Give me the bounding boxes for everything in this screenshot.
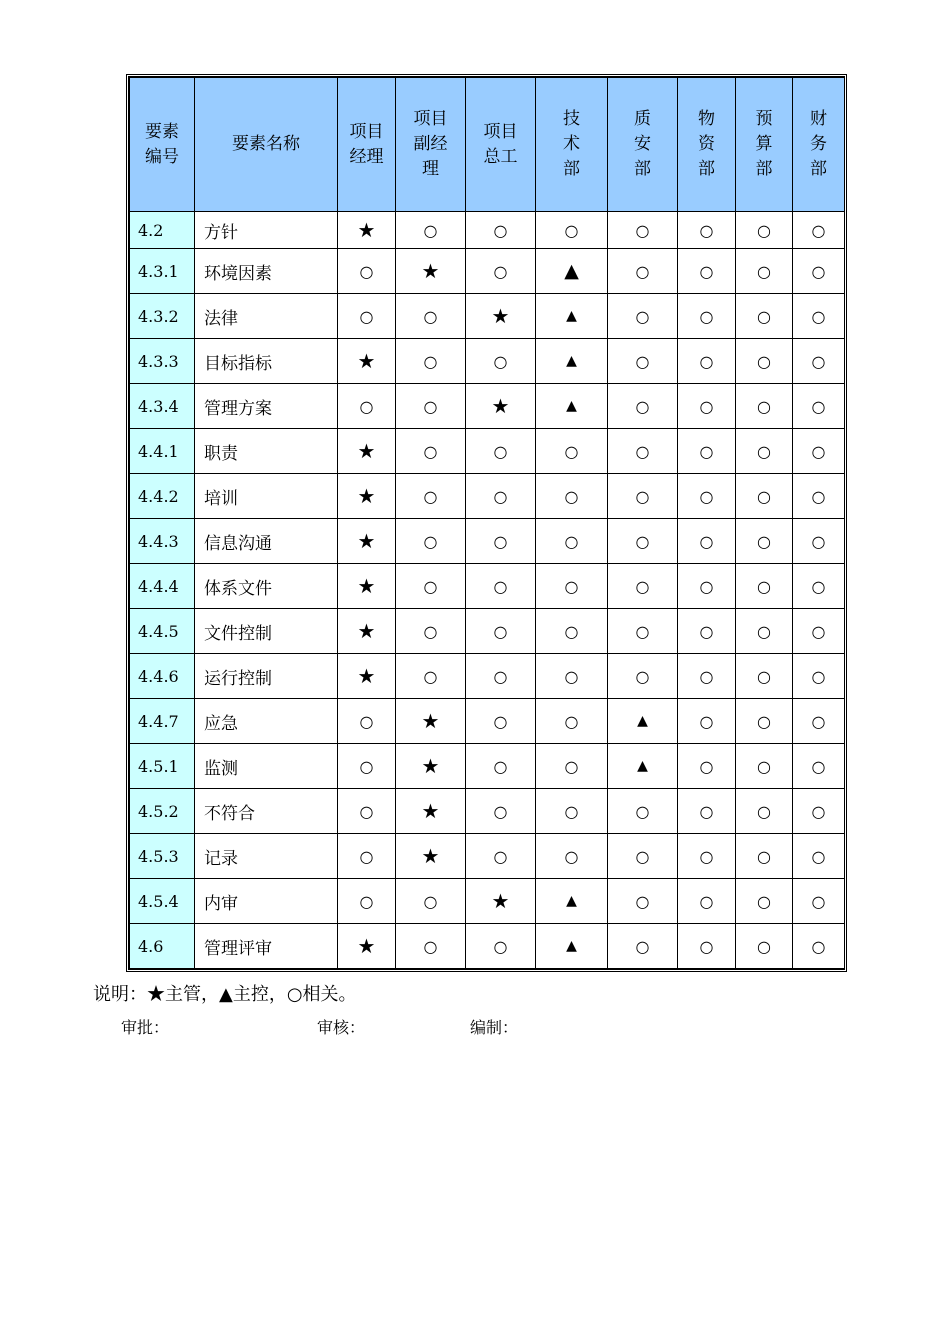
related-circle-mark: ○ bbox=[736, 384, 793, 429]
related-circle-mark: ○ bbox=[736, 564, 793, 609]
element-name-cell: 监测 bbox=[195, 744, 338, 789]
related-circle-mark: ○ bbox=[678, 654, 736, 699]
table-row bbox=[130, 474, 845, 519]
control-triangle-mark: ▲ bbox=[536, 249, 608, 294]
related-circle-mark: ○ bbox=[793, 789, 845, 834]
lead-star-mark: ★ bbox=[338, 474, 396, 519]
related-circle-mark: ○ bbox=[678, 249, 736, 294]
element-code-cell: 4.4.1 bbox=[130, 429, 195, 474]
related-circle-mark: ○ bbox=[466, 924, 536, 969]
related-circle-mark: ○ bbox=[466, 564, 536, 609]
lead-star-mark: ★ bbox=[338, 654, 396, 699]
related-circle-mark: ○ bbox=[736, 294, 793, 339]
related-circle-mark: ○ bbox=[793, 429, 845, 474]
related-circle-mark: ○ bbox=[536, 609, 608, 654]
table-header-row bbox=[130, 78, 845, 212]
lead-star-mark: ★ bbox=[466, 384, 536, 429]
related-circle-mark: ○ bbox=[608, 879, 678, 924]
lead-star-mark: ★ bbox=[338, 924, 396, 969]
control-triangle-mark: ▲ bbox=[608, 699, 678, 744]
related-circle-mark: ○ bbox=[678, 384, 736, 429]
related-circle-mark: ○ bbox=[536, 789, 608, 834]
table-row bbox=[130, 384, 845, 429]
related-circle-mark: ○ bbox=[466, 744, 536, 789]
related-circle-mark: ○ bbox=[793, 834, 845, 879]
related-circle-mark: ○ bbox=[678, 879, 736, 924]
related-circle-mark: ○ bbox=[396, 339, 466, 384]
element-code-cell: 4.5.4 bbox=[130, 879, 195, 924]
related-circle-mark: ○ bbox=[338, 294, 396, 339]
element-name-cell: 内审 bbox=[195, 879, 338, 924]
related-circle-mark: ○ bbox=[736, 924, 793, 969]
related-circle-mark: ○ bbox=[736, 789, 793, 834]
lead-star-mark: ★ bbox=[338, 339, 396, 384]
column-header-label: 项目副经理 bbox=[413, 109, 448, 179]
element-code-cell: 4.4.5 bbox=[130, 609, 195, 654]
related-circle-mark: ○ bbox=[466, 474, 536, 519]
lead-star-mark: ★ bbox=[338, 609, 396, 654]
element-code-cell: 4.3.1 bbox=[130, 249, 195, 294]
related-circle-mark: ○ bbox=[536, 212, 608, 249]
legend-note: 说明：★主管，▲主控，○相关。 bbox=[93, 984, 357, 1005]
related-circle-mark: ○ bbox=[536, 429, 608, 474]
related-circle-mark: ○ bbox=[608, 249, 678, 294]
element-name-cell: 职责 bbox=[195, 429, 338, 474]
control-triangle-mark: ▲ bbox=[536, 339, 608, 384]
related-circle-mark: ○ bbox=[736, 474, 793, 519]
element-code-cell: 4.3.4 bbox=[130, 384, 195, 429]
related-circle-mark: ○ bbox=[793, 699, 845, 744]
related-circle-mark: ○ bbox=[678, 744, 736, 789]
related-circle-mark: ○ bbox=[396, 924, 466, 969]
related-circle-mark: ○ bbox=[608, 339, 678, 384]
column-header bbox=[736, 78, 793, 212]
related-circle-mark: ○ bbox=[793, 384, 845, 429]
control-triangle-mark: ▲ bbox=[536, 384, 608, 429]
lead-star-mark: ★ bbox=[396, 249, 466, 294]
column-header-label: 质安部 bbox=[634, 109, 651, 179]
element-name-cell: 运行控制 bbox=[195, 654, 338, 699]
column-header-label: 项目总工 bbox=[483, 121, 518, 167]
compile-label: 编制： bbox=[470, 1018, 519, 1037]
element-code-cell: 4.5.3 bbox=[130, 834, 195, 879]
related-circle-mark: ○ bbox=[678, 924, 736, 969]
element-code-cell: 4.4.7 bbox=[130, 699, 195, 744]
element-name-cell: 信息沟通 bbox=[195, 519, 338, 564]
column-header-label: 项目经理 bbox=[349, 121, 384, 167]
related-circle-mark: ○ bbox=[736, 744, 793, 789]
related-circle-mark: ○ bbox=[608, 924, 678, 969]
related-circle-mark: ○ bbox=[608, 834, 678, 879]
table-row bbox=[130, 789, 845, 834]
element-code-cell: 4.6 bbox=[130, 924, 195, 969]
related-circle-mark: ○ bbox=[793, 564, 845, 609]
related-circle-mark: ○ bbox=[608, 212, 678, 249]
related-circle-mark: ○ bbox=[793, 519, 845, 564]
element-name-cell: 体系文件 bbox=[195, 564, 338, 609]
related-circle-mark: ○ bbox=[793, 609, 845, 654]
table-row bbox=[130, 519, 845, 564]
table-row bbox=[130, 249, 845, 294]
related-circle-mark: ○ bbox=[608, 519, 678, 564]
related-circle-mark: ○ bbox=[736, 699, 793, 744]
related-circle-mark: ○ bbox=[338, 384, 396, 429]
element-name-cell: 管理方案 bbox=[195, 384, 338, 429]
column-header bbox=[195, 78, 338, 212]
element-name-cell: 环境因素 bbox=[195, 249, 338, 294]
related-circle-mark: ○ bbox=[608, 609, 678, 654]
related-circle-mark: ○ bbox=[608, 294, 678, 339]
related-circle-mark: ○ bbox=[678, 789, 736, 834]
related-circle-mark: ○ bbox=[678, 294, 736, 339]
element-name-cell: 记录 bbox=[195, 834, 338, 879]
related-circle-mark: ○ bbox=[338, 699, 396, 744]
related-circle-mark: ○ bbox=[608, 789, 678, 834]
element-code-cell: 4.5.2 bbox=[130, 789, 195, 834]
related-circle-mark: ○ bbox=[608, 429, 678, 474]
table-body bbox=[130, 212, 845, 969]
element-name-cell: 培训 bbox=[195, 474, 338, 519]
column-header-label: 技术部 bbox=[563, 109, 580, 179]
related-circle-mark: ○ bbox=[678, 429, 736, 474]
related-circle-mark: ○ bbox=[466, 249, 536, 294]
related-circle-mark: ○ bbox=[536, 699, 608, 744]
related-circle-mark: ○ bbox=[466, 654, 536, 699]
table-row bbox=[130, 609, 845, 654]
element-name-cell: 不符合 bbox=[195, 789, 338, 834]
related-circle-mark: ○ bbox=[466, 519, 536, 564]
column-header-label: 物资部 bbox=[698, 109, 715, 179]
lead-star-mark: ★ bbox=[338, 212, 396, 249]
element-code-cell: 4.5.1 bbox=[130, 744, 195, 789]
related-circle-mark: ○ bbox=[608, 384, 678, 429]
related-circle-mark: ○ bbox=[536, 654, 608, 699]
column-header-label: 财务部 bbox=[810, 109, 827, 179]
related-circle-mark: ○ bbox=[466, 834, 536, 879]
lead-star-mark: ★ bbox=[338, 519, 396, 564]
related-circle-mark: ○ bbox=[736, 654, 793, 699]
related-circle-mark: ○ bbox=[338, 249, 396, 294]
approve-label: 审批： bbox=[121, 1018, 170, 1037]
related-circle-mark: ○ bbox=[793, 654, 845, 699]
element-code-cell: 4.2 bbox=[130, 212, 195, 249]
related-circle-mark: ○ bbox=[678, 519, 736, 564]
related-circle-mark: ○ bbox=[793, 294, 845, 339]
related-circle-mark: ○ bbox=[678, 339, 736, 384]
related-circle-mark: ○ bbox=[678, 609, 736, 654]
element-name-cell: 法律 bbox=[195, 294, 338, 339]
related-circle-mark: ○ bbox=[793, 339, 845, 384]
related-circle-mark: ○ bbox=[536, 519, 608, 564]
related-circle-mark: ○ bbox=[678, 474, 736, 519]
lead-star-mark: ★ bbox=[466, 879, 536, 924]
related-circle-mark: ○ bbox=[793, 924, 845, 969]
related-circle-mark: ○ bbox=[793, 474, 845, 519]
table-row bbox=[130, 294, 845, 339]
related-circle-mark: ○ bbox=[608, 654, 678, 699]
related-circle-mark: ○ bbox=[466, 609, 536, 654]
control-triangle-mark: ▲ bbox=[536, 924, 608, 969]
related-circle-mark: ○ bbox=[793, 249, 845, 294]
lead-star-mark: ★ bbox=[396, 789, 466, 834]
column-header-label: 要素编号 bbox=[145, 121, 179, 167]
related-circle-mark: ○ bbox=[793, 879, 845, 924]
table-row bbox=[130, 744, 845, 789]
related-circle-mark: ○ bbox=[608, 474, 678, 519]
lead-star-mark: ★ bbox=[396, 834, 466, 879]
related-circle-mark: ○ bbox=[678, 834, 736, 879]
table-row bbox=[130, 429, 845, 474]
related-circle-mark: ○ bbox=[466, 699, 536, 744]
related-circle-mark: ○ bbox=[536, 744, 608, 789]
element-code-cell: 4.3.3 bbox=[130, 339, 195, 384]
element-name-cell: 管理评审 bbox=[195, 924, 338, 969]
table-row bbox=[130, 834, 845, 879]
related-circle-mark: ○ bbox=[678, 564, 736, 609]
related-circle-mark: ○ bbox=[338, 789, 396, 834]
related-circle-mark: ○ bbox=[396, 294, 466, 339]
table-row bbox=[130, 879, 845, 924]
related-circle-mark: ○ bbox=[466, 429, 536, 474]
related-circle-mark: ○ bbox=[793, 744, 845, 789]
element-name-cell: 目标指标 bbox=[195, 339, 338, 384]
related-circle-mark: ○ bbox=[396, 384, 466, 429]
related-circle-mark: ○ bbox=[396, 609, 466, 654]
element-name-cell: 文件控制 bbox=[195, 609, 338, 654]
table-row bbox=[130, 564, 845, 609]
related-circle-mark: ○ bbox=[736, 609, 793, 654]
related-circle-mark: ○ bbox=[338, 879, 396, 924]
related-circle-mark: ○ bbox=[536, 564, 608, 609]
related-circle-mark: ○ bbox=[793, 212, 845, 249]
element-code-cell: 4.4.2 bbox=[130, 474, 195, 519]
lead-star-mark: ★ bbox=[396, 744, 466, 789]
related-circle-mark: ○ bbox=[466, 789, 536, 834]
element-name-cell: 应急 bbox=[195, 699, 338, 744]
responsibility-table-frame bbox=[126, 74, 847, 972]
related-circle-mark: ○ bbox=[736, 212, 793, 249]
column-header bbox=[338, 78, 396, 212]
related-circle-mark: ○ bbox=[536, 474, 608, 519]
element-code-cell: 4.4.6 bbox=[130, 654, 195, 699]
related-circle-mark: ○ bbox=[396, 212, 466, 249]
element-name-cell: 方针 bbox=[195, 212, 338, 249]
related-circle-mark: ○ bbox=[736, 834, 793, 879]
related-circle-mark: ○ bbox=[338, 834, 396, 879]
related-circle-mark: ○ bbox=[678, 212, 736, 249]
related-circle-mark: ○ bbox=[396, 564, 466, 609]
related-circle-mark: ○ bbox=[736, 879, 793, 924]
column-header bbox=[536, 78, 608, 212]
control-triangle-mark: ▲ bbox=[536, 294, 608, 339]
table-row bbox=[130, 212, 845, 249]
related-circle-mark: ○ bbox=[338, 744, 396, 789]
element-code-cell: 4.4.3 bbox=[130, 519, 195, 564]
control-triangle-mark: ▲ bbox=[536, 879, 608, 924]
lead-star-mark: ★ bbox=[338, 564, 396, 609]
column-header bbox=[396, 78, 466, 212]
related-circle-mark: ○ bbox=[466, 339, 536, 384]
column-header-label: 预算部 bbox=[755, 109, 773, 179]
related-circle-mark: ○ bbox=[396, 879, 466, 924]
related-circle-mark: ○ bbox=[608, 564, 678, 609]
table-row bbox=[130, 654, 845, 699]
lead-star-mark: ★ bbox=[396, 699, 466, 744]
table-row bbox=[130, 924, 845, 969]
related-circle-mark: ○ bbox=[536, 834, 608, 879]
table-row bbox=[130, 699, 845, 744]
related-circle-mark: ○ bbox=[396, 654, 466, 699]
related-circle-mark: ○ bbox=[736, 339, 793, 384]
lead-star-mark: ★ bbox=[338, 429, 396, 474]
review-label: 审核： bbox=[317, 1018, 366, 1037]
lead-star-mark: ★ bbox=[466, 294, 536, 339]
column-header bbox=[466, 78, 536, 212]
related-circle-mark: ○ bbox=[736, 519, 793, 564]
related-circle-mark: ○ bbox=[396, 519, 466, 564]
related-circle-mark: ○ bbox=[396, 474, 466, 519]
related-circle-mark: ○ bbox=[736, 249, 793, 294]
column-header bbox=[608, 78, 678, 212]
column-header bbox=[793, 78, 845, 212]
related-circle-mark: ○ bbox=[466, 212, 536, 249]
element-code-cell: 4.3.2 bbox=[130, 294, 195, 339]
related-circle-mark: ○ bbox=[736, 429, 793, 474]
table-row bbox=[130, 339, 845, 384]
column-header-label: 要素名称 bbox=[232, 134, 300, 154]
element-code-cell: 4.4.4 bbox=[130, 564, 195, 609]
control-triangle-mark: ▲ bbox=[608, 744, 678, 789]
related-circle-mark: ○ bbox=[678, 699, 736, 744]
related-circle-mark: ○ bbox=[396, 429, 466, 474]
column-header bbox=[678, 78, 736, 212]
responsibility-table bbox=[129, 77, 845, 969]
column-header bbox=[130, 78, 195, 212]
